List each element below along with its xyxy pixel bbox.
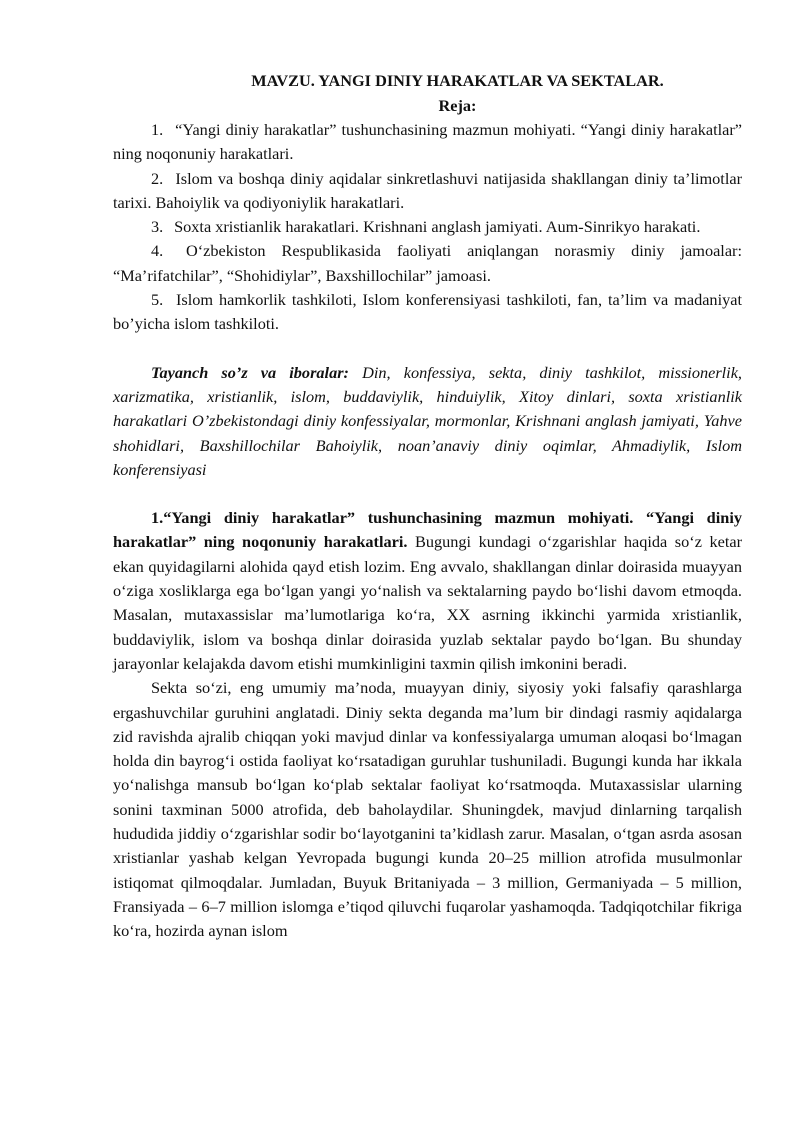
spacer bbox=[113, 482, 742, 506]
keywords-label: Tayanch so’z va iboralar: bbox=[151, 362, 349, 382]
plan-item-number: 5. bbox=[151, 290, 164, 310]
plan-item bbox=[113, 239, 742, 288]
plan-item-text: Islom hamkorlik tashkiloti, Islom konferensiyasi tashkiloti, fan, ta’lim va madaniyat bo’yicha islom tashkiloti. bbox=[113, 290, 742, 334]
plan-item bbox=[113, 167, 742, 216]
keywords-text: Din, konfessiya, sekta, diniy tashkilot, missionerlik, xarizmatika, xristianlik, islom, buddaviylik, hinduiylik, Xitoy dinlari, soxta xristianlik harakatlari O’zbekistondagi diniy konfessiyalar, mormonlar, Krishnani anglash jamiyati, Yahve shohidlari, Baxshillochilar Bahoiylik, noan’anaviy diniy oqimlar, Ahmadiylik, Islom konferensiyasi bbox=[113, 362, 743, 479]
section-1-text: Bugungi kundagi o‘zgarishlar haqida so‘z ketar ekan quyidagilarni alohida qayd etish lozim. Eng avvalo, shakllangan dinlar doirasida muayyan o‘ziga xosliklarga ega bo‘lgan yangi yo‘nalish va sektalarning paydo bo‘lishi davom etmoqda. Masalan, mutaxassislar ma’lumotlariga ko‘ra, XX asrning ikkinchi yarmida xristianlik, buddaviylik, islom va boshqa dinlar doirasida yuzlab sektalar paydo bo‘lgan. Bu shunday jarayonlar kelajakda davom etishi mumkinligini taxmin qilish imkonini beradi. bbox=[113, 532, 742, 673]
plan-item-text: Soxta xristianlik harakatlari. Krishnani anglash jamiyati. Aum-Sinrikyo harakati. bbox=[174, 217, 701, 237]
plan-item-text: O‘zbekiston Respublikasida faoliyati aniqlangan norasmiy diniy jamoalar: “Ma’rifatchilar”, “Shohidiylar”, Baxshillochilar” jamoasi. bbox=[113, 241, 743, 285]
plan-heading: Reja: bbox=[438, 96, 477, 115]
document-title: MAVZU. YANGI DINIY HARAKATLAR VA SEKTALAR. bbox=[251, 71, 664, 90]
section-1-paragraph bbox=[113, 506, 742, 676]
plan-item-number: 1. bbox=[151, 120, 164, 139]
document-page bbox=[113, 68, 742, 944]
plan-item bbox=[113, 215, 742, 239]
keywords-paragraph bbox=[113, 361, 742, 482]
body-paragraph: Sekta so‘zi, eng umumiy ma’noda, muayyan diniy, siyosiy yoki falsafiy qarashlarga ergashuvchilar guruhini anglatadi. Diniy sekta deganda ma’lum bir dindagi rasmiy aqidalarga zid ravishda ajralib chiqqan yoki mavjud dinlar va konfessiyalarga umuman aloqasi bo‘lmagan holda din bayrog‘i ostida faoliyat ko‘rsatadigan guruhlar tushuniladi. Bugungi kunda har ikkala yo‘nalishga mansub bo‘lgan ko‘plab sektalar faoliyat ko‘rsatmoqda. Mutaxassislar ularning sonini taxminan 5000 atrofida, deb baholaydilar. Shuningdek, mavjud dinlarning tarqalish hududida jiddiy o‘zgarishlar sodir bo‘layotganini ta’kidlash zarur. Masalan, o‘tgan asrda asosan xristianlar yashab kelgan Yevropada bugungi kunda 20–25 million atrofida musulmonlar istiqomat qilmoqdalar. Jumladan, Buyuk Britaniyada – 3 million, Germaniyada – 5 million, Fransiyada – 6–7 million islomga e’tiqod qiluvchi fuqarolar yashamoqda. Tadqiqotchilar fikriga ko‘ra, hozirda aynan islom bbox=[113, 678, 742, 941]
section-1-heading: 1.“Yangi diniy harakatlar” tushunchasining mazmun mohiyati. “Yangi diniy harakatlar” ning noqonuniy harakatlari. bbox=[113, 508, 742, 552]
plan-list bbox=[113, 118, 742, 337]
spacer bbox=[113, 337, 742, 361]
plan-item-text: Islom va boshqa diniy aqidalar sinkretlashuvi natijasida shakllangan diniy ta’limotlar tarixi. Bahoiylik va qodiyoniylik harakatlari. bbox=[113, 168, 742, 212]
plan-item-number: 3. bbox=[151, 217, 164, 237]
plan-item-number: 2. bbox=[151, 168, 164, 188]
plan-item bbox=[113, 118, 742, 167]
plan-item-number: 4. bbox=[151, 241, 164, 261]
plan-item-text: “Yangi diniy harakatlar” tushunchasining mazmun mohiyati. “Yangi diniy harakatlar” ning noqonuniy harakatlari. bbox=[113, 120, 742, 164]
plan-item bbox=[113, 288, 742, 337]
